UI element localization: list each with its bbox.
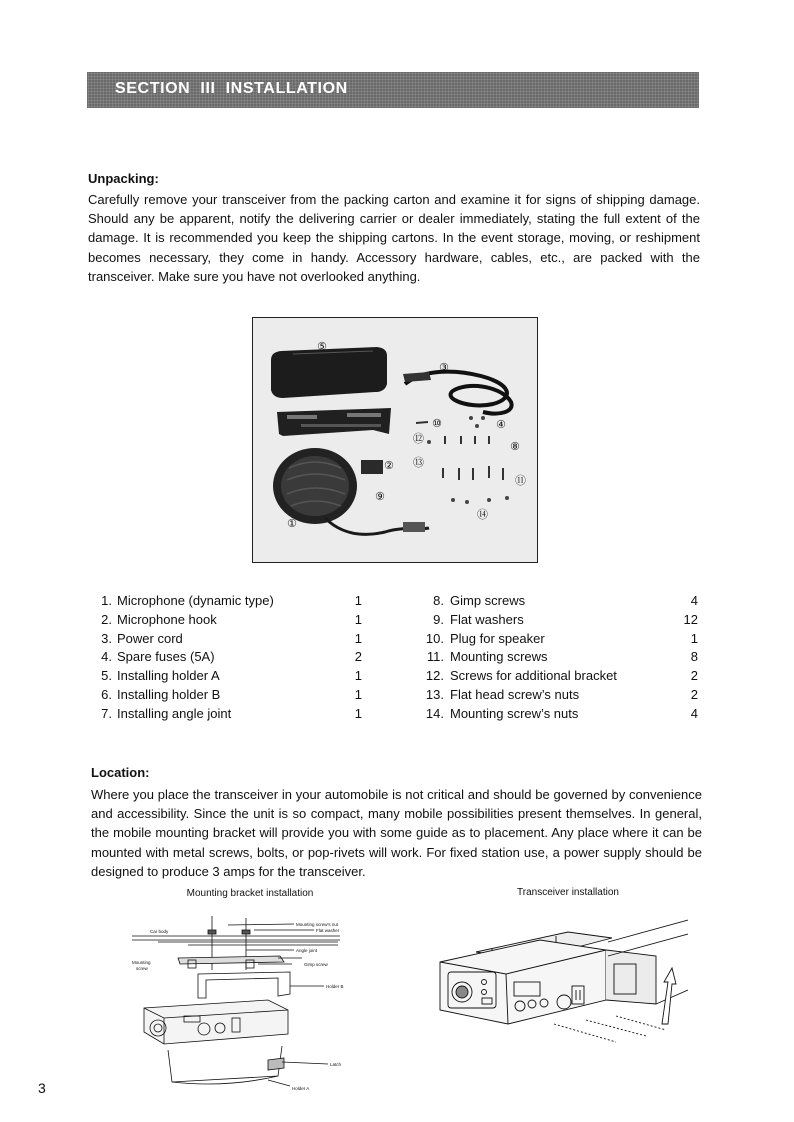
part-name: Flat washers (450, 611, 524, 627)
label-holder-a: Holder A (292, 1086, 310, 1091)
callout-3: ③ (439, 361, 449, 374)
part-quantity: 1 (690, 630, 698, 646)
location-paragraph: Where you place the transceiver in your automobile is not critical and should be governed by convenience and accessibility. Since the unit is so compact, many mobile possibilities present themselves. In general, the mobile mounting bracket will provide you with some guide as to placement. Any place where it can be mounted with metal screws, bolts, or pop-rivets will work. For fixed station use, a power supply should be designed to produce 3 amps for the transceiver. (91, 787, 702, 879)
part-quantity: 4 (690, 593, 698, 608)
parts-row (418, 649, 702, 668)
parts-row (90, 593, 380, 612)
accessories-illustration (253, 318, 536, 561)
part-number: 6. (101, 686, 112, 702)
label-holder-b: Holder B (326, 984, 344, 989)
callout-11: ⑪ (515, 474, 526, 487)
parts-row (418, 631, 702, 650)
part-name: Microphone (dynamic type) (117, 593, 274, 608)
parts-row (418, 706, 702, 725)
bracket-figure-caption: Mounting bracket installation (186, 888, 314, 899)
part-number: 8. (433, 593, 444, 608)
part-quantity: 12 (683, 611, 698, 627)
part-name: Installing holder A (117, 668, 220, 684)
part-quantity: 1 (354, 611, 362, 627)
unpacking-paragraph: Carefully remove your transceiver from the packing carton and examine it for signs of shipping damage. Should any be apparent, notify the delivering carrier or dealer immediately, stating the full extent of the damage. It is recommended you keep the shipping cartons. In the event storage, moving, or reshipment becomes necessary, they come in handy. Accessory hardware, cables, etc., are packed with the transceiver. Make sure you have not overlooked anything. (88, 192, 700, 284)
part-quantity: 1 (354, 668, 362, 684)
part-name: Flat head screw’s nuts (450, 686, 580, 702)
unpacking-heading: Unpacking: (88, 171, 159, 186)
callout-12: ⑫ (413, 432, 424, 445)
part-quantity: 2 (690, 668, 698, 684)
callout-1: ① (287, 517, 297, 530)
part-number: 11. (426, 649, 444, 665)
part-number: 9. (433, 611, 444, 627)
parts-row (90, 668, 380, 687)
part-name: Spare fuses (5A) (117, 649, 215, 665)
part-number: 3. (101, 630, 112, 646)
part-number: 5. (101, 668, 112, 684)
label-car-body: Car body (150, 929, 169, 934)
section-header-bar (87, 72, 699, 108)
part-quantity: 2 (690, 686, 698, 702)
section-title: SECTION III INSTALLATION (115, 80, 348, 97)
part-quantity: 4 (690, 705, 698, 721)
parts-row (90, 687, 380, 706)
parts-row (418, 612, 702, 631)
part-number: 2. (101, 611, 112, 627)
parts-row (90, 706, 380, 725)
part-number: 1. (101, 593, 112, 608)
callout-13: ⑬ (413, 456, 424, 469)
parts-list-left (90, 593, 380, 725)
transceiver-installation-diagram (436, 912, 688, 1052)
parts-row (418, 593, 702, 612)
part-number: 4. (101, 649, 112, 665)
part-name: Installing holder B (117, 686, 221, 702)
callout-10: ⑩ (432, 417, 442, 430)
part-name: Gimp screws (450, 593, 526, 608)
part-name: Microphone hook (117, 611, 217, 627)
parts-list-right (418, 593, 702, 725)
callout-4: ④ (496, 418, 506, 431)
callout-8: ⑧ (510, 440, 520, 453)
part-quantity: 1 (354, 705, 362, 721)
label-mounting-screw-line2: screw (136, 966, 148, 971)
part-number: 14. (425, 705, 444, 721)
label-mounting-screw: Mounting (132, 960, 151, 965)
label-mounting-nut: Mounting screw’s nut (296, 922, 339, 927)
part-quantity: 1 (354, 630, 362, 646)
callout-2: ② (384, 459, 394, 472)
label-flat-washer: Flat washer (316, 928, 340, 933)
part-number: 10. (425, 630, 444, 646)
parts-row (418, 668, 702, 687)
parts-row (418, 687, 702, 706)
part-name: Plug for speaker (450, 630, 545, 646)
parts-row (90, 649, 380, 668)
part-name: Mounting screws (450, 649, 548, 665)
part-quantity: 8 (690, 649, 698, 665)
part-number: 12. (425, 668, 444, 684)
callout-5: ⑤ (317, 340, 327, 353)
transceiver-figure-caption: Transceiver installation (517, 887, 619, 898)
part-name: Installing angle joint (117, 705, 232, 721)
callout-14: ⑭ (477, 508, 488, 521)
parts-row (90, 631, 380, 650)
label-gimp-screw: Gimp screw (304, 962, 328, 967)
callout-9: ⑨ (375, 490, 385, 503)
part-quantity: 2 (354, 649, 362, 665)
part-name: Screws for additional bracket (450, 668, 617, 684)
part-number: 7. (101, 705, 112, 721)
part-name: Power cord (117, 630, 183, 646)
bracket-installation-diagram (128, 912, 368, 1098)
page-number: 3 (38, 1080, 46, 1096)
label-angle-joint: Angle joint (296, 948, 318, 953)
accessories-photo (252, 317, 538, 563)
part-quantity: 1 (354, 593, 362, 608)
part-quantity: 1 (354, 686, 362, 702)
part-name: Mounting screw’s nuts (450, 705, 579, 721)
part-number: 13. (425, 686, 444, 702)
label-latch: Latch (330, 1062, 342, 1067)
parts-row (90, 612, 380, 631)
location-heading: Location: (91, 765, 150, 780)
